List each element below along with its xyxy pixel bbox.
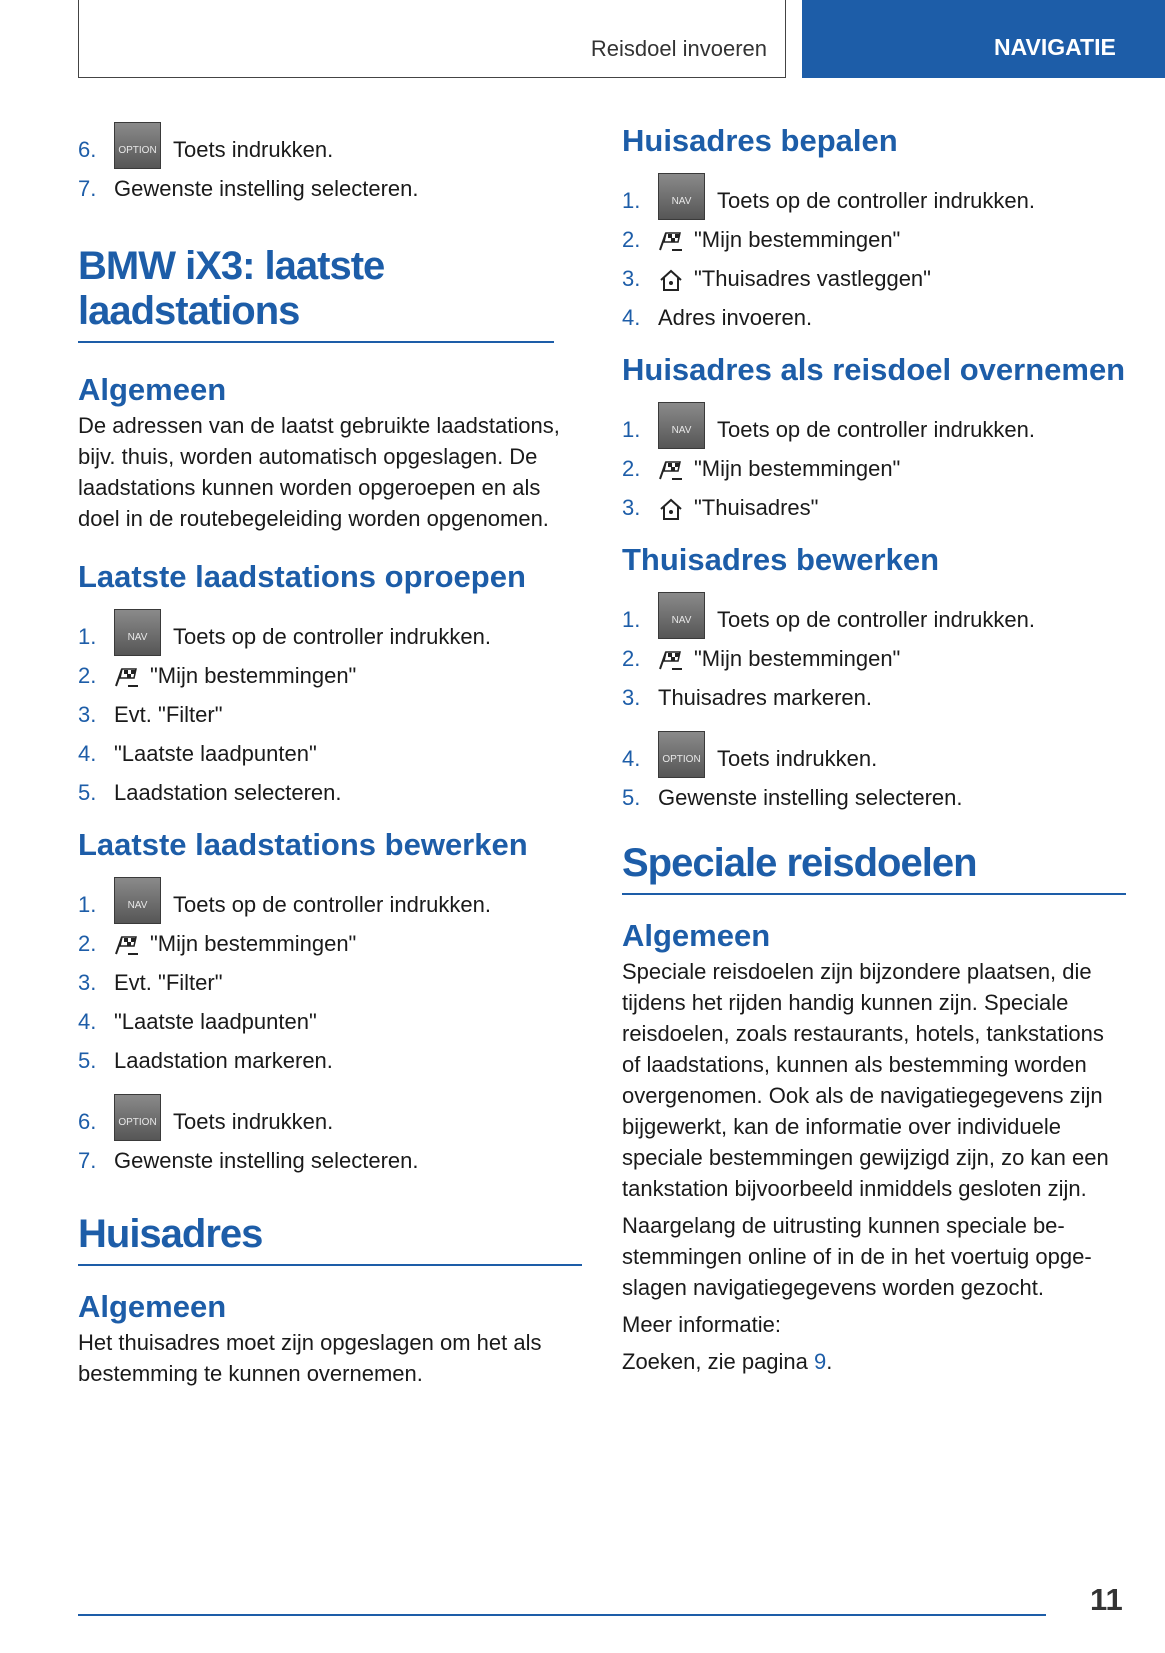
page-link[interactable]: 9 [814,1349,827,1374]
step: 6. OPTION Toets indrukken. [78,122,582,163]
search-reference: Zoeken, zie pagina 9. [622,1349,833,1374]
step: 2. "Mijn bestemmingen" [78,931,357,956]
checkered-flag-icon [658,230,684,252]
step: 2. "Mijn bestemmingen" [622,646,901,671]
nav-button-icon: NAV [658,592,705,639]
home-title: Huisadres [78,1212,582,1266]
step: 3. "Thuisadres vastleggen" [622,266,931,291]
option-button-icon: OPTION [114,122,161,169]
checkered-flag-icon [658,649,684,671]
header-box [78,0,786,78]
step: 1. NAV Toets op de controller indrukken. [622,402,1126,443]
right-column [622,122,1126,1377]
nav-button-icon: NAV [658,173,705,220]
chapter-tab-label: NAVIGATIE [994,34,1116,60]
recall-steps [78,609,582,806]
ix3-general-text: De adressen van de laatst gebruikte laadstations, bijv. thuis, worden automatisch opgeslagen. De laadstations kunnen worden opgeroepen en als doel in de routebegeleiding worden opgenomen. [78,413,560,531]
step: 4. "Laatste laadpunten" [78,741,317,766]
intro-steps [78,122,582,202]
step: 1. NAV Toets op de controller indrukken. [78,609,582,650]
step: 3. Thuisadres markeren. [622,685,872,710]
step: 2. "Mijn bestemmingen" [622,227,901,252]
step: 1. NAV Toets op de controller indrukken. [622,592,1126,633]
adopt-home-steps [622,402,1126,521]
step: 5. Gewenste instelling selecteren. [622,785,963,810]
edit-home-steps [622,592,1126,811]
recall-heading: Laatste laadstations oproepen [78,559,526,594]
ix3-general-heading: Algemeen [78,372,227,407]
special-general-heading: Algemeen [622,918,771,953]
option-button-icon: OPTION [658,731,705,778]
set-home-steps [622,173,1126,331]
chapter-tab [802,0,1165,78]
nav-button-icon: NAV [114,609,161,656]
checkered-flag-icon [114,934,140,956]
more-info: Meer informatie: [622,1312,781,1337]
ix3-title: BMW iX3: laatste laadstations [78,244,554,343]
home-icon [658,269,684,291]
home-general-heading: Algemeen [78,1289,227,1324]
step: 4. OPTION Toets indrukken. [622,731,1126,772]
step: 5. Laadstation selecteren. [78,780,342,805]
step: 1. NAV Toets op de controller indrukken. [622,173,1126,214]
edit-charging-steps [78,877,582,1174]
option-button-icon: OPTION [114,1094,161,1141]
home-icon [658,498,684,520]
step: 3. Evt. "Filter" [78,970,223,995]
special-text-1: Speciale reisdoelen zijn bijzondere plaatsen, die tijdens het rijden handig kunnen zijn. Speciale reisdoelen, zoals restaurants, hotels, tankstations of laadstations, kunnen als bestemming worden overgenomen. Ook als de navigatiegegevens zijn bijgewerkt, kan de informatie over individuele speciale bestemmingen gewijzigd zijn, zo kan een tankstation bijvoorbeeld inmiddels gesloten zijn. [622,959,1109,1201]
step: 2. "Mijn bestemmingen" [78,663,357,688]
set-home-heading: Huisadres bepalen [622,123,898,158]
page-number: 11 [1090,1582,1123,1617]
special-text-2: Naargelang de uitrusting kunnen speciale bestemmingen online of in de in het voertuig opgeslagen navigatiegegevens worden gezocht. [622,1213,1092,1300]
edit-charging-heading: Laatste laadstations bewerken [78,827,528,862]
step: 4. "Laatste laadpunten" [78,1009,317,1034]
checkered-flag-icon [114,666,140,688]
section-title: Reisdoel invoeren [590,36,767,61]
step: 3. "Thuisadres" [622,495,819,520]
step: 6. OPTION Toets indrukken. [78,1094,582,1135]
left-column [78,122,582,1389]
special-title: Speciale reisdoelen [622,841,1126,895]
edit-home-heading: Thuisadres bewerken [622,542,940,577]
step: 7. Gewenste instelling selecteren. [78,1148,419,1173]
adopt-home-heading: Huisadres als reisdoel overnemen [622,352,1126,387]
nav-button-icon: NAV [114,877,161,924]
footer-rule [78,1614,1046,1616]
step: 7. Gewenste instelling selecteren. [78,176,419,201]
step: 2. "Mijn bestemmingen" [622,456,901,481]
home-general-text: Het thuisadres moet zijn opgeslagen om het als bestemming te kunnen overnemen. [78,1330,542,1386]
step: 3. Evt. "Filter" [78,702,223,727]
nav-button-icon: NAV [658,402,705,449]
step: 1. NAV Toets op de controller indrukken. [78,877,582,918]
checkered-flag-icon [658,459,684,481]
step: 5. Laadstation markeren. [78,1048,333,1073]
step: 4. Adres invoeren. [622,305,813,330]
